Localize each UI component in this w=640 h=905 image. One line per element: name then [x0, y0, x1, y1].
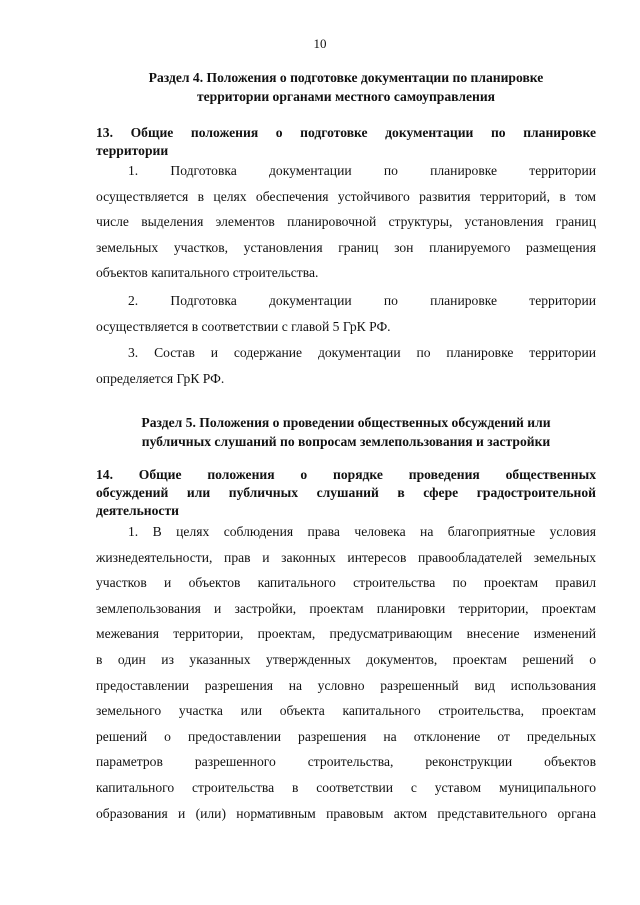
article-13-paragraph-2 [96, 288, 596, 339]
paragraph-line: числе выделения элементов планировочной структуры, установления границ [96, 214, 596, 230]
paragraph-line: определяется ГрК РФ. [96, 370, 225, 386]
section-5-title [96, 413, 596, 451]
paragraph-line: 2. Подготовка документации по планировке территории [128, 293, 596, 308]
article-13-paragraph-1 [96, 158, 596, 286]
paragraph-line: землепользования и застройки, проектам планировки территории, проектам [96, 600, 596, 616]
paragraph-line: земельного участка или объекта капитального строительства, проектам [96, 703, 596, 719]
article-13-title-line: территории [96, 143, 169, 158]
paragraph-line: решений о предоставлении разрешения на отклонение от предельных [96, 728, 596, 744]
paragraph-line: 1. В целях соблюдения права человека на благоприятные условия [128, 524, 596, 539]
article-13-title [96, 124, 596, 160]
paragraph-line: 1. Подготовка документации по планировке территории [128, 163, 596, 178]
section-5-title-line: публичных слушаний по вопросам землепользования и застройки [141, 434, 551, 449]
paragraph-line: осуществляется в целях обеспечения устойчивого развития территорий, в том [96, 188, 596, 204]
paragraph-line: капитального строительства в соответствии с уставом муниципального [96, 779, 596, 795]
paragraph-line: объектов капитального строительства. [96, 265, 319, 281]
paragraph-line: образования и (или) нормативным правовым актом представительного органа [96, 805, 596, 821]
paragraph-line: предоставлении разрешения на условно разрешенный вид использования [96, 677, 596, 693]
article-13-title-line: 13. Общие положения о подготовке документации по планировке [96, 125, 596, 140]
paragraph-line: участков и объектов капитального строительства по проектам правил [96, 575, 596, 591]
article-14-paragraph-1 [96, 519, 596, 826]
article-13-paragraph-3 [96, 340, 596, 391]
paragraph-line: межевания территории, проектам, предусматривающим внесение изменений [96, 626, 596, 642]
page-number: 10 [313, 36, 327, 51]
section-4-title-line: территории органами местного самоуправления [196, 89, 496, 104]
article-14-title-line: обсуждений или публичных слушаний в сфере градостроительной [96, 485, 596, 500]
article-14-title-line: 14. Общие положения о порядке проведения общественных [96, 467, 596, 482]
section-5-title-line: Раздел 5. Положения о проведении общественных обсуждений или [141, 415, 551, 430]
paragraph-line: 3. Состав и содержание документации по планировке территории [128, 345, 596, 360]
section-4-title [96, 68, 596, 106]
paragraph-line: параметров разрешенного строительства, реконструкции объектов [96, 754, 596, 770]
paragraph-line: осуществляется в соответствии с главой 5 ГрК РФ. [96, 318, 391, 334]
article-14-title [96, 466, 596, 520]
paragraph-line: в один из указанных утвержденных документов, проектам решений о [96, 651, 596, 667]
article-14-title-line: деятельности [96, 503, 179, 518]
section-4-title-line: Раздел 4. Положения о подготовке документации по планировке [148, 70, 544, 85]
paragraph-line: жизнедеятельности, прав и законных интересов правообладателей земельных [96, 549, 596, 565]
paragraph-line: земельных участков, установления границ зон планируемого размещения [96, 239, 596, 255]
